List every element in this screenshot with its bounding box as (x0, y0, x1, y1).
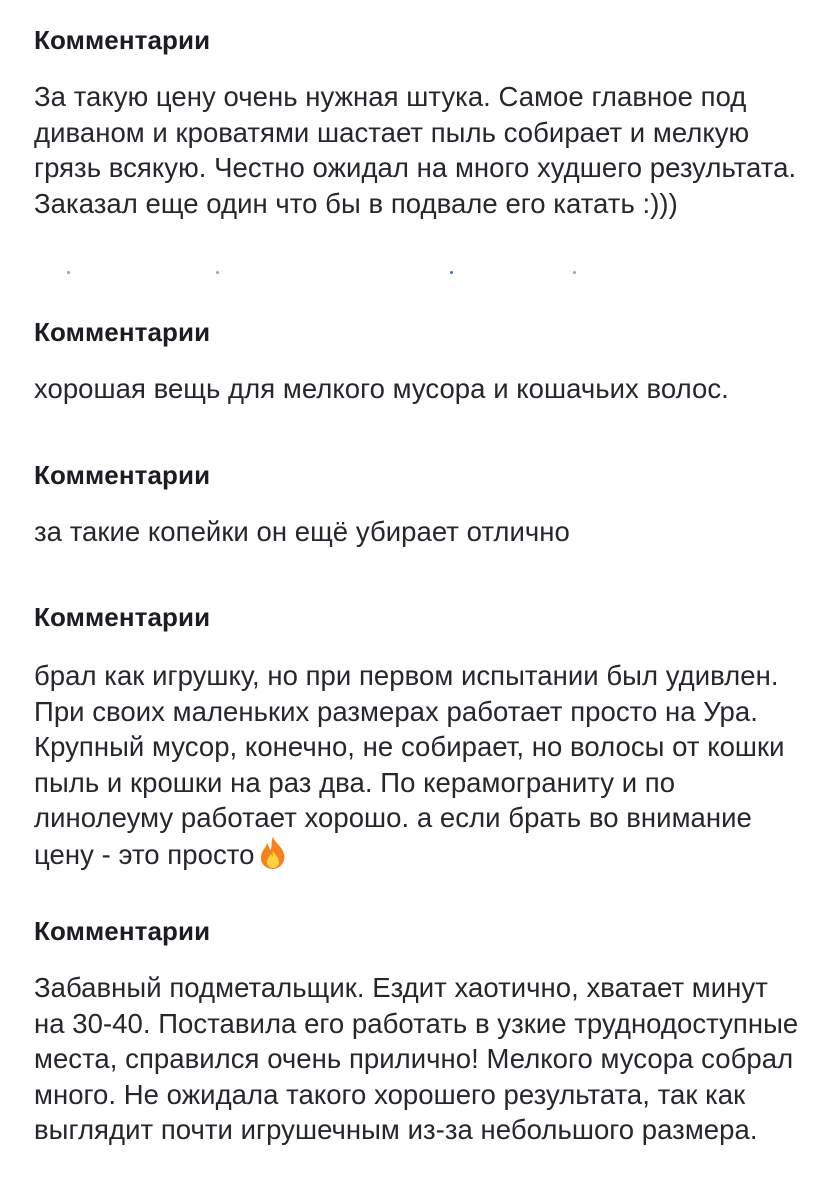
review-text: хорошая вещь для мелкого мусора и кошачьих волос. (34, 373, 729, 404)
separator-dot (67, 271, 70, 274)
review-card (34, 916, 804, 1148)
review-text: брал как игрушку, но при первом испытании был удивлен. При своих маленьких размерах работает просто на Ура. Крупный мусор, конечно, не собирает, но волосы от кошки пыль и крошки на раз два. По керамограниту и по линолеуму работает хорошо. а если брать во внимание цену - это просто (34, 660, 785, 870)
review-text: Забавный подметальщик. Ездит хаотично, хватает минут на 30-40. Поставила его работать в узкие труднодоступные места, справился очень прилично! Мелкого мусора собрал много. Не ожидала такого хорошего результата, так как выглядит почти игрушечным из-за небольшого размера. (34, 972, 799, 1145)
review-card (34, 460, 804, 550)
review-heading: Комментарии (34, 317, 211, 347)
separator-dots (0, 271, 826, 277)
review-card (34, 317, 804, 407)
review-text-with-emoji (34, 658, 804, 872)
review-card (34, 25, 804, 221)
separator-dot (573, 271, 576, 274)
review-heading: Комментарии (34, 460, 211, 490)
separator-dot (216, 271, 219, 274)
review-text: за такие копейки он ещё убирает отлично (34, 516, 570, 547)
review-heading: Комментарии (34, 602, 211, 632)
review-heading: Комментарии (34, 916, 211, 946)
separator-dot (450, 271, 453, 274)
review-heading: Комментарии (34, 25, 211, 55)
review-text: За такую цену очень нужная штука. Самое главное под диваном и кроватями шастает пыль собирает и мелкую грязь всякую. Честно ожидал на много худшего результата. Заказал еще один что бы в подвале его катать :))) (34, 81, 797, 219)
fire-icon (258, 836, 288, 870)
review-card (34, 602, 804, 872)
